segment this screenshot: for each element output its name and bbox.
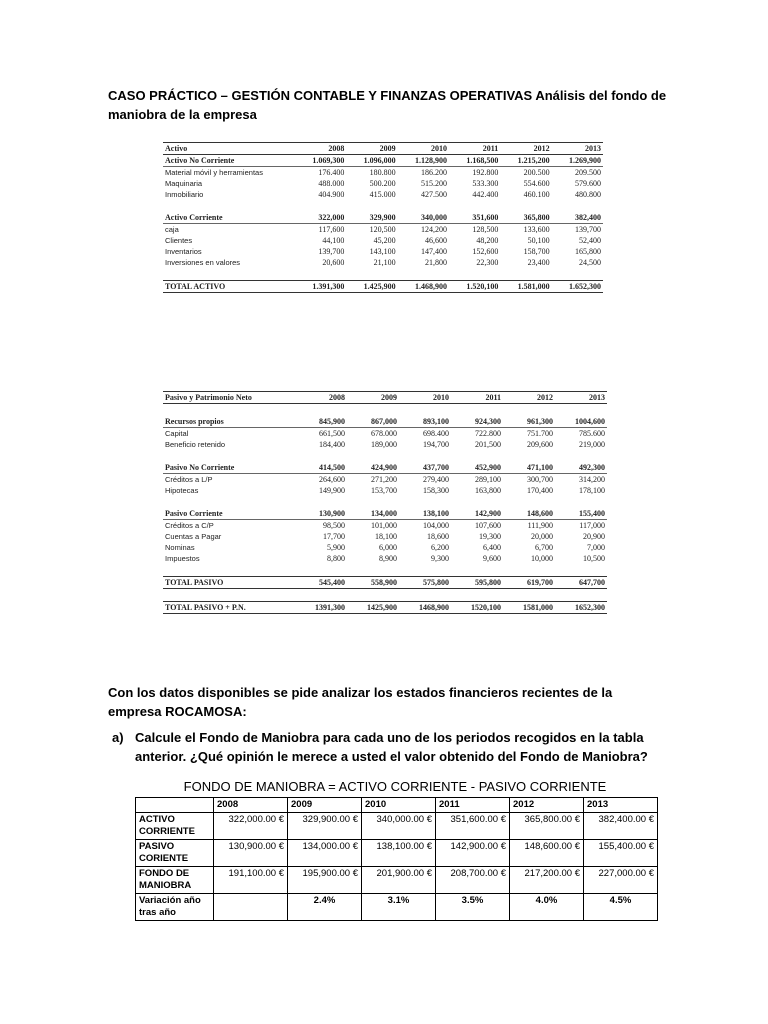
cell-value: 7,000	[587, 543, 605, 552]
cell-value: 619,700	[503, 577, 555, 589]
cell-value: 130,900	[295, 508, 347, 520]
cell-value: 6,000	[379, 543, 397, 552]
cell-value: 365,800	[500, 212, 551, 224]
cell-value: 322,000.00 €	[214, 813, 288, 840]
cell-value: 1425,900	[347, 602, 399, 614]
cell-value: 17,700	[323, 532, 345, 541]
fondo-title: FONDO DE MANIOBRA = ACTIVO CORRIENTE - PASIVO CORRIENTE	[183, 779, 607, 794]
table-row	[163, 257, 603, 268]
cell-value: 217,200.00 €	[510, 867, 584, 894]
cell-value: 155,400	[555, 508, 607, 520]
year-header: 2009	[347, 392, 399, 404]
row-label: Impuestos	[165, 554, 200, 563]
cell-value: 98,500	[323, 521, 345, 530]
cell-value: 139,700	[318, 247, 345, 256]
cell-value: 170,400	[527, 486, 553, 495]
row-label: Variación año tras año	[136, 894, 214, 921]
cell-value: 21,800	[424, 258, 447, 267]
year-header: 2012	[510, 798, 584, 813]
fondo-table	[135, 797, 658, 921]
spacer-row	[163, 564, 607, 577]
table-row	[163, 246, 603, 257]
cell-value: 3.5%	[436, 894, 510, 921]
cell-value: 158,300	[423, 486, 449, 495]
cell-value: 545,400	[295, 577, 347, 589]
table-row	[163, 520, 607, 532]
cell-value: 595,800	[451, 577, 503, 589]
cell-value: 117,000	[579, 521, 605, 530]
row-label: Activo Corriente	[163, 212, 295, 224]
table-row	[136, 867, 658, 894]
empty-header	[136, 798, 214, 813]
table-row	[163, 235, 603, 246]
cell-value: 111,900	[527, 521, 553, 530]
cell-value: 1.520,100	[449, 281, 500, 293]
cell-value: 424,900	[347, 462, 399, 474]
cell-value: 152,600	[472, 247, 499, 256]
cell-value: 460.100	[523, 190, 550, 199]
row-label: Capital	[165, 429, 189, 438]
cell-value: 382,400	[552, 212, 603, 224]
row-label: Pasivo Corriente	[163, 508, 295, 520]
cell-value: 785.600	[579, 429, 605, 438]
cell-value: 1.468,900	[398, 281, 449, 293]
pasivo-header-row	[163, 392, 607, 404]
cell-value: 153,700	[371, 486, 397, 495]
cell-value: 209.500	[575, 168, 601, 177]
cell-value: 138,100.00 €	[362, 840, 436, 867]
cell-value: 22,300	[476, 258, 499, 267]
cell-value: 200.500	[523, 168, 550, 177]
year-header: 2011	[449, 143, 500, 155]
cell-value: 195,900.00 €	[288, 867, 362, 894]
year-header: 2010	[398, 143, 449, 155]
activo-header-label: Activo	[163, 143, 295, 155]
cell-value: 1520,100	[451, 602, 503, 614]
spacer-row	[163, 200, 603, 212]
question-text: Calcule el Fondo de Maniobra para cada uno de los periodos recogidos en la tabla anterior. ¿Qué opinión le merece a usted el valor obtenido del Fondo de Maniobra?	[135, 730, 648, 764]
cell-value: 147,400	[420, 247, 447, 256]
cell-value: 142,900	[451, 508, 503, 520]
row-label: caja	[165, 225, 179, 234]
cell-value: 961,300	[503, 416, 555, 428]
row-label: Nominas	[165, 543, 195, 552]
row-label: Beneficio retenido	[165, 440, 226, 449]
cell-value: 6,200	[431, 543, 449, 552]
cell-value: 1.581,000	[500, 281, 551, 293]
activo-header-row	[163, 143, 603, 155]
table-row	[163, 531, 607, 542]
cell-value: 201,500	[475, 440, 501, 449]
cell-value: 678.000	[371, 429, 397, 438]
row-label: Créditos a L/P	[165, 475, 213, 484]
cell-value: 1391,300	[295, 602, 347, 614]
cell-value: 139,700	[575, 225, 601, 234]
year-header: 2013	[555, 392, 607, 404]
cell-value: 10,000	[531, 554, 553, 563]
cell-value: 1.128,900	[398, 155, 449, 167]
cell-value: 6,400	[483, 543, 501, 552]
cell-value: 48,200	[476, 236, 499, 245]
table-row	[136, 894, 658, 921]
year-header: 2012	[503, 392, 555, 404]
year-header: 2013	[552, 143, 603, 155]
cell-value: 6,700	[535, 543, 553, 552]
table-row	[163, 474, 607, 486]
table-row	[163, 428, 607, 440]
cell-value: 365,800.00 €	[510, 813, 584, 840]
table-row	[163, 212, 603, 224]
cell-value: 52,400	[579, 236, 601, 245]
cell-value: 192.800	[472, 168, 499, 177]
cell-value: 845,900	[295, 416, 347, 428]
cell-value: 24,500	[579, 258, 601, 267]
cell-value: 2.4%	[288, 894, 362, 921]
cell-value: 45,200	[373, 236, 396, 245]
cell-value: 44,100	[322, 236, 345, 245]
pasivo-table	[163, 391, 607, 614]
cell-value: 351,600	[449, 212, 500, 224]
cell-value: 1.652,300	[552, 281, 603, 293]
year-header: 2008	[295, 143, 346, 155]
cell-value: 46,600	[424, 236, 447, 245]
cell-value: 340,000.00 €	[362, 813, 436, 840]
cell-value: 209,600	[527, 440, 553, 449]
cell-value: 314,200	[579, 475, 605, 484]
cell-value: 500.200	[369, 179, 396, 188]
cell-value: 1.391,300	[295, 281, 346, 293]
spacer-row	[163, 404, 607, 417]
cell-value: 1581,000	[503, 602, 555, 614]
table-row	[163, 508, 607, 520]
cell-value: 415.000	[369, 190, 396, 199]
cell-value: 18,100	[375, 532, 397, 541]
cell-value: 5,900	[327, 543, 345, 552]
cell-value	[214, 894, 288, 921]
cell-value: 50,100	[527, 236, 550, 245]
spacer-row	[163, 589, 607, 602]
cell-value: 120,500	[369, 225, 396, 234]
table-row	[163, 155, 603, 167]
cell-value: 751.700	[527, 429, 553, 438]
total-row	[163, 602, 607, 614]
year-header: 2009	[288, 798, 362, 813]
cell-value: 3.1%	[362, 894, 436, 921]
cell-value: 351,600.00 €	[436, 813, 510, 840]
cell-value: 437,700	[399, 462, 451, 474]
year-header: 2012	[500, 143, 551, 155]
cell-value: 142,900.00 €	[436, 840, 510, 867]
cell-value: 1468,900	[399, 602, 451, 614]
cell-value: 579.600	[575, 179, 601, 188]
cell-value: 20,900	[583, 532, 605, 541]
table-row	[163, 167, 603, 179]
cell-value: 155,400.00 €	[584, 840, 658, 867]
cell-value: 924,300	[451, 416, 503, 428]
cell-value: 133,600	[523, 225, 550, 234]
cell-value: 722.800	[475, 429, 501, 438]
cell-value: 10,500	[583, 554, 605, 563]
cell-value: 1.269,900	[552, 155, 603, 167]
document-title: CASO PRÁCTICO – GESTIÓN CONTABLE Y FINANZAS OPERATIVAS Análisis del fondo de maniobra de la empresa	[108, 88, 667, 122]
cell-value: 647,700	[555, 577, 607, 589]
year-header: 2009	[346, 143, 397, 155]
cell-value: 101,000	[371, 521, 397, 530]
cell-value: 189,000	[371, 440, 397, 449]
cell-value: 471,100	[503, 462, 555, 474]
row-label: ACTIVO CORRIENTE	[136, 813, 214, 840]
pasivo-header-label: Pasivo y Patrimonio Neto	[163, 392, 295, 404]
question-label: a)	[112, 730, 124, 745]
cell-value: 227,000.00 €	[584, 867, 658, 894]
cell-value: 452,900	[451, 462, 503, 474]
spacer-row	[163, 268, 603, 281]
cell-value: 128,500	[472, 225, 499, 234]
cell-value: 19,300	[479, 532, 501, 541]
cell-value: 9,300	[431, 554, 449, 563]
cell-value: 488.000	[318, 179, 345, 188]
cell-value: 165,800	[575, 247, 601, 256]
cell-value: 148,600	[503, 508, 555, 520]
cell-value: 158,700	[523, 247, 550, 256]
row-label: Maquinaria	[165, 179, 203, 188]
cell-value: 23,400	[527, 258, 550, 267]
table-row	[163, 485, 607, 496]
cell-value: 107,600	[475, 521, 501, 530]
cell-value: 194,700	[423, 440, 449, 449]
year-header: 2008	[295, 392, 347, 404]
cell-value: 124,200	[420, 225, 447, 234]
year-header: 2013	[584, 798, 658, 813]
table-row	[163, 462, 607, 474]
cell-value: 180.800	[369, 168, 396, 177]
total-row	[163, 577, 607, 589]
cell-value: 208,700.00 €	[436, 867, 510, 894]
row-label: Inmobiliario	[165, 190, 204, 199]
cell-value: 163,800	[475, 486, 501, 495]
row-label: TOTAL PASIVO	[163, 577, 295, 589]
activo-table	[163, 142, 603, 293]
table-row	[163, 224, 603, 236]
cell-value: 143,100	[369, 247, 396, 256]
cell-value: 279,400	[423, 475, 449, 484]
row-label: FONDO DE MANIOBRA	[136, 867, 214, 894]
table-row	[136, 840, 658, 867]
cell-value: 1004,600	[555, 416, 607, 428]
row-label: Créditos a C/P	[165, 521, 214, 530]
year-header: 2011	[436, 798, 510, 813]
table-row	[136, 813, 658, 840]
cell-value: 134,000.00 €	[288, 840, 362, 867]
intro-paragraph: Con los datos disponibles se pide analizar los estados financieros recientes de la empresa ROCAMOSA:	[108, 685, 613, 719]
cell-value: 414,500	[295, 462, 347, 474]
cell-value: 1.096,000	[346, 155, 397, 167]
cell-value: 134,000	[347, 508, 399, 520]
year-header: 2011	[451, 392, 503, 404]
row-label: Cuentas a Pagar	[165, 532, 222, 541]
cell-value: 1652,300	[555, 602, 607, 614]
cell-value: 20,000	[531, 532, 553, 541]
table-row	[163, 178, 603, 189]
row-label: Inventarios	[165, 247, 202, 256]
cell-value: 575,800	[399, 577, 451, 589]
cell-value: 4.0%	[510, 894, 584, 921]
cell-value: 219,000	[579, 440, 605, 449]
cell-value: 138,100	[399, 508, 451, 520]
cell-value: 8,900	[379, 554, 397, 563]
row-label: PASIVO CORIENTE	[136, 840, 214, 867]
cell-value: 427.500	[420, 190, 447, 199]
cell-value: 130,900.00 €	[214, 840, 288, 867]
cell-value: 1.069,300	[295, 155, 346, 167]
cell-value: 4.5%	[584, 894, 658, 921]
row-label: TOTAL PASIVO + P.N.	[163, 602, 295, 614]
table-row	[163, 553, 607, 564]
cell-value: 104,000	[423, 521, 449, 530]
table-row	[163, 439, 607, 450]
cell-value: 186.200	[420, 168, 447, 177]
cell-value: 558,900	[347, 577, 399, 589]
cell-value: 480.800	[575, 190, 601, 199]
row-label: TOTAL ACTIVO	[163, 281, 295, 293]
cell-value: 191,100.00 €	[214, 867, 288, 894]
cell-value: 1.425,900	[346, 281, 397, 293]
cell-value: 148,600.00 €	[510, 840, 584, 867]
table-row	[163, 189, 603, 200]
table-row	[163, 416, 607, 428]
cell-value: 1.168,500	[449, 155, 500, 167]
cell-value: 329,900.00 €	[288, 813, 362, 840]
cell-value: 21,100	[373, 258, 396, 267]
row-label: Clientes	[165, 236, 193, 245]
cell-value: 554.600	[523, 179, 550, 188]
row-label: Pasivo No Corriente	[163, 462, 295, 474]
fondo-header-row	[136, 798, 658, 813]
cell-value: 271,200	[371, 475, 397, 484]
row-label: Recursos propios	[163, 416, 295, 428]
row-label: Activo No Corriente	[163, 155, 295, 167]
row-label: Material móvil y herramientas	[165, 168, 263, 177]
cell-value: 661,500	[319, 429, 345, 438]
spacer-row	[163, 496, 607, 508]
cell-value: 289,100	[475, 475, 501, 484]
cell-value: 184,400	[319, 440, 345, 449]
cell-value: 264,600	[319, 475, 345, 484]
cell-value: 404.900	[318, 190, 345, 199]
total-row	[163, 281, 603, 293]
cell-value: 492,300	[555, 462, 607, 474]
cell-value: 442.400	[472, 190, 499, 199]
cell-value: 201,900.00 €	[362, 867, 436, 894]
cell-value: 340,000	[398, 212, 449, 224]
cell-value: 178,100	[579, 486, 605, 495]
row-label: Hipotecas	[165, 486, 199, 495]
cell-value: 533.300	[472, 179, 499, 188]
cell-value: 117,600	[318, 225, 345, 234]
year-header: 2010	[399, 392, 451, 404]
cell-value: 1.215,200	[500, 155, 551, 167]
row-label: Inversiones en valores	[165, 258, 241, 267]
table-row	[163, 542, 607, 553]
cell-value: 698.400	[423, 429, 449, 438]
year-header: 2008	[214, 798, 288, 813]
cell-value: 329,900	[346, 212, 397, 224]
cell-value: 322,000	[295, 212, 346, 224]
cell-value: 18,600	[427, 532, 449, 541]
cell-value: 8,800	[327, 554, 345, 563]
cell-value: 176.400	[318, 168, 345, 177]
cell-value: 382,400.00 €	[584, 813, 658, 840]
cell-value: 515.200	[420, 179, 447, 188]
cell-value: 300,700	[527, 475, 553, 484]
year-header: 2010	[362, 798, 436, 813]
cell-value: 20,600	[322, 258, 345, 267]
cell-value: 867,000	[347, 416, 399, 428]
spacer-row	[163, 450, 607, 462]
cell-value: 9,600	[483, 554, 501, 563]
cell-value: 893,100	[399, 416, 451, 428]
cell-value: 149,900	[319, 486, 345, 495]
